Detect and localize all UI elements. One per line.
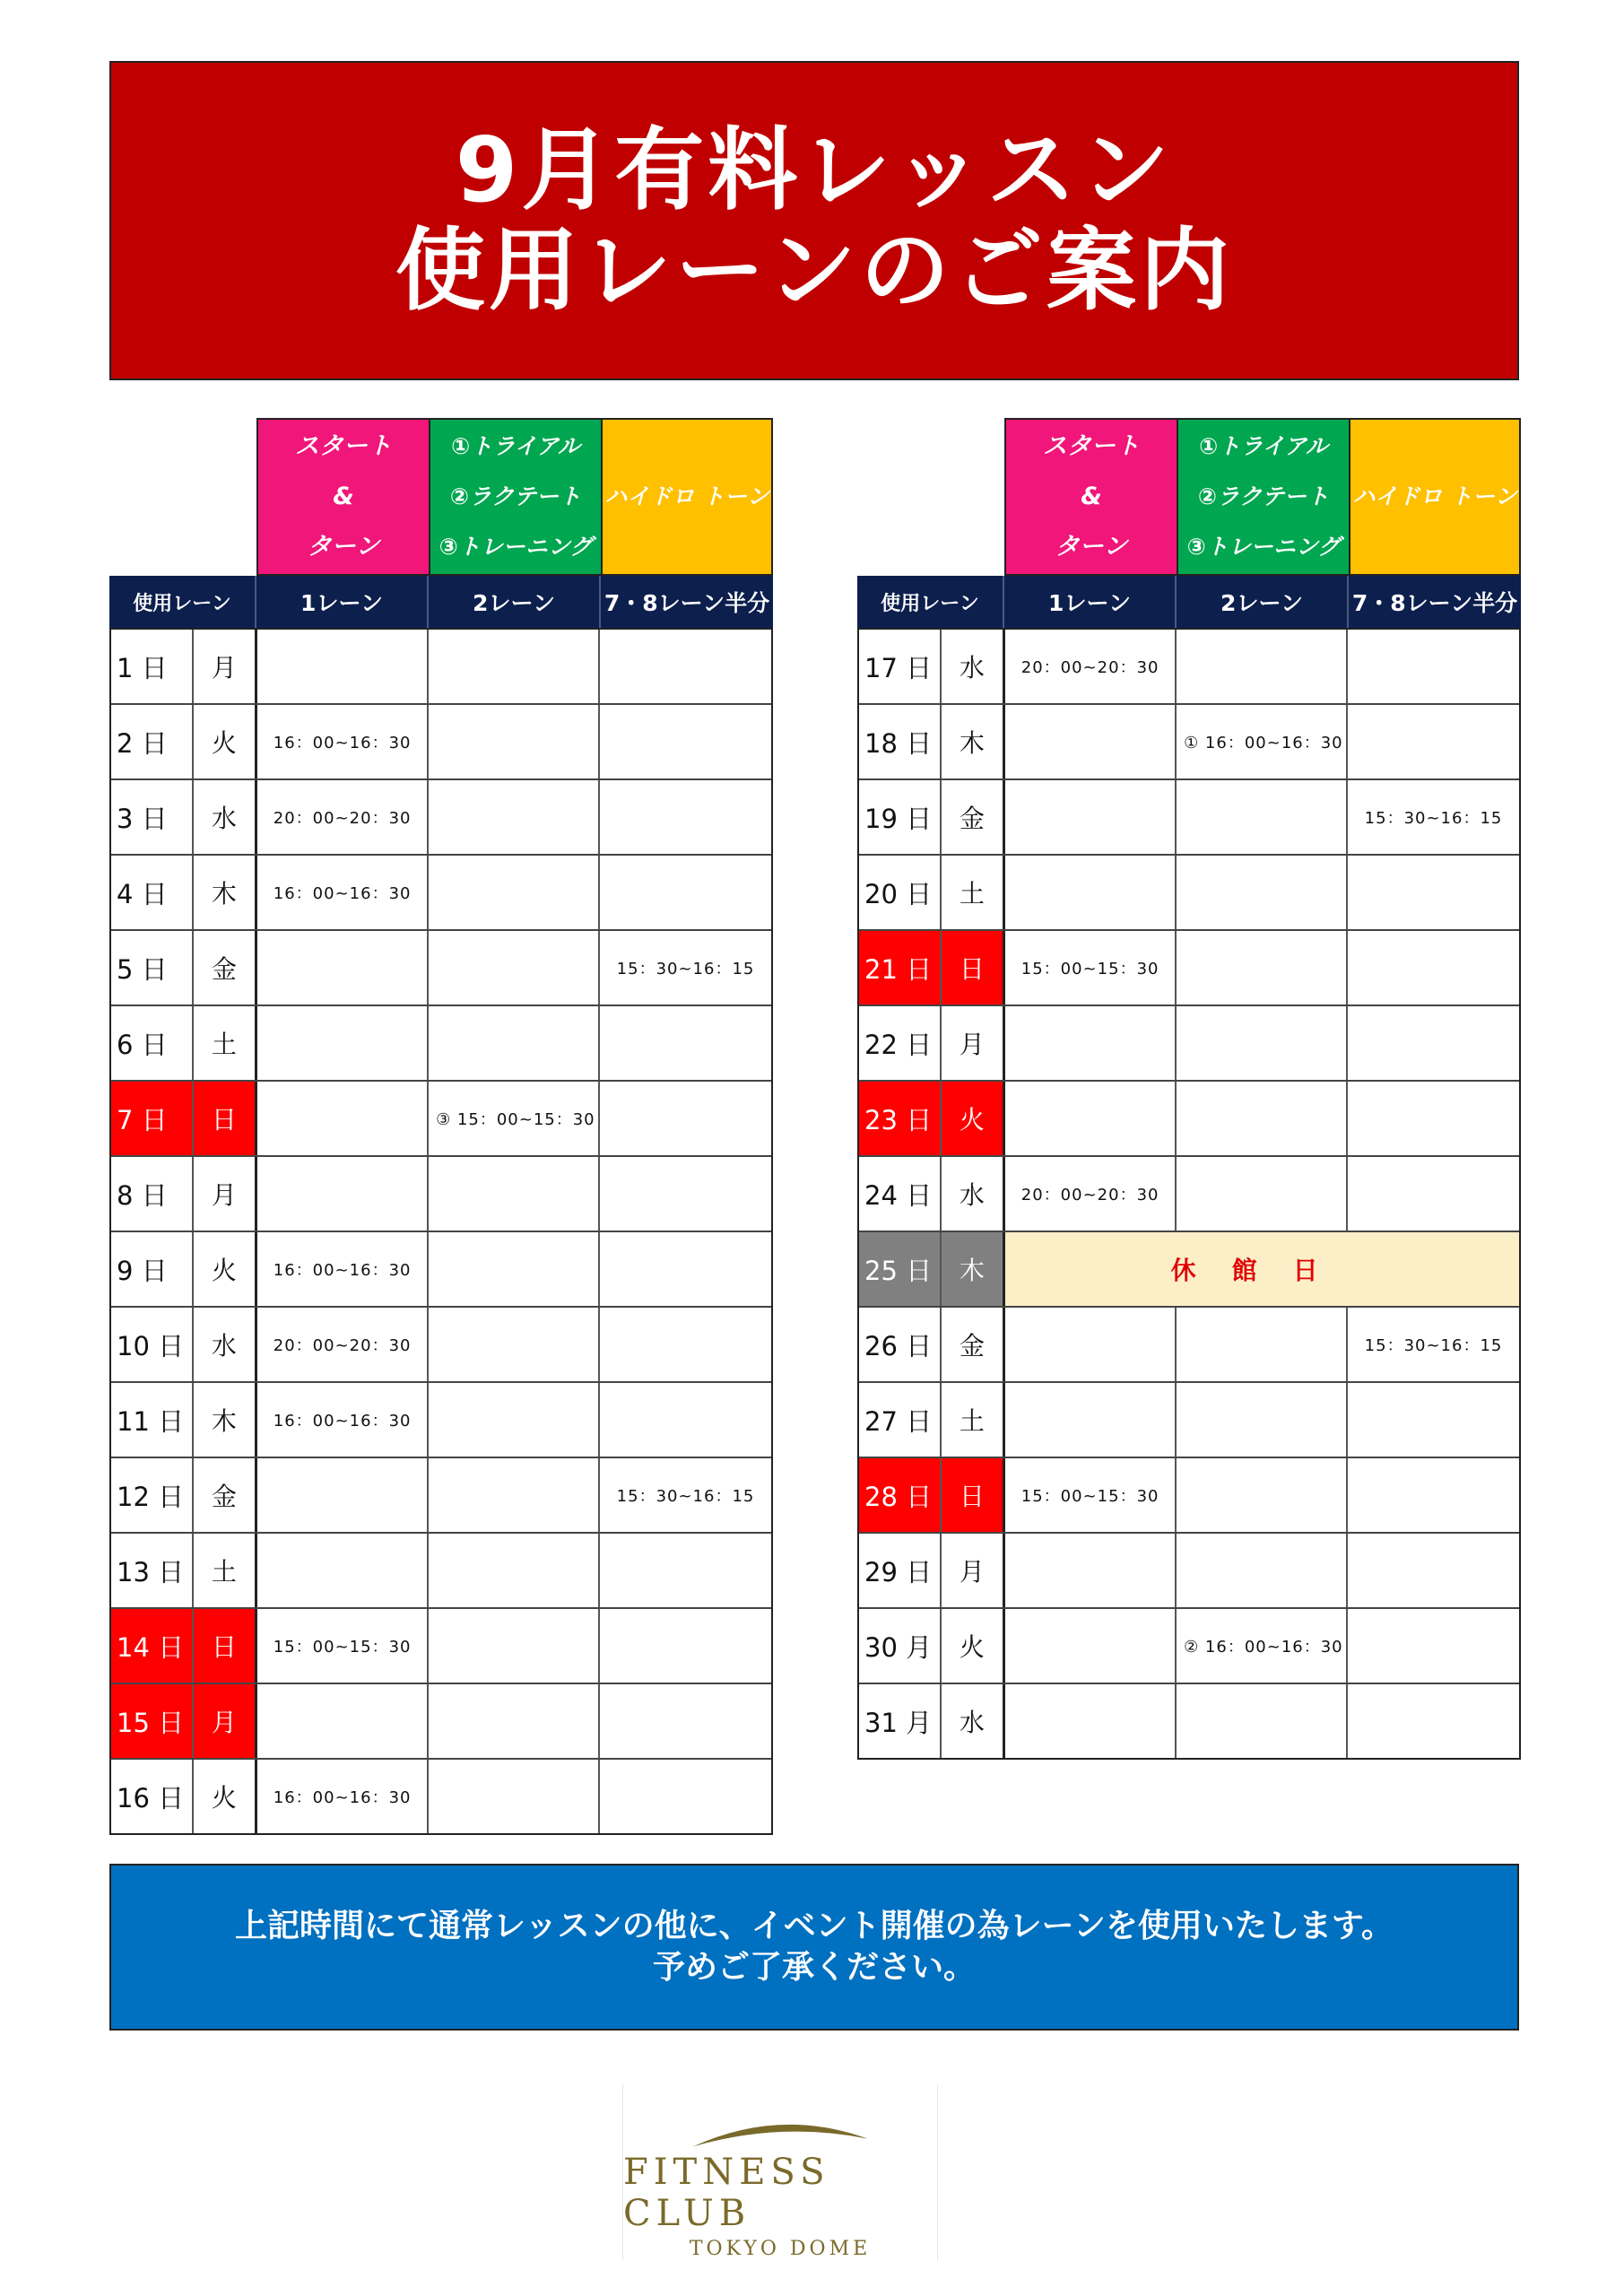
lane-7-8-cell (600, 1684, 771, 1758)
header-lane-2: 2レーン (1177, 576, 1349, 628)
lane-1-cell: 20：00~20：30 (257, 780, 429, 854)
lane-2-cell (1177, 1534, 1348, 1607)
day-cell: 17 日 (859, 630, 942, 703)
lane-7-8-cell (600, 1609, 771, 1683)
table-row (111, 1231, 771, 1306)
lane-2-cell (1177, 1006, 1348, 1080)
weekday-cell: 水 (194, 1308, 258, 1381)
lane-2-cell (1177, 1458, 1348, 1532)
day-cell: 15 日 (111, 1684, 194, 1758)
lane-2-cell (429, 1458, 600, 1532)
lane-1-cell (257, 931, 429, 1004)
day-cell: 28 日 (859, 1458, 942, 1532)
lane-1-cell: 16：00~16：30 (257, 705, 429, 778)
day-cell: 2 日 (111, 705, 194, 778)
lane-1-cell (1005, 1534, 1177, 1607)
lane-7-8-cell (1348, 630, 1519, 703)
table-row (859, 1004, 1519, 1080)
header-lane-7-8: 7・8レーン半分 (1351, 590, 1518, 616)
lane-2-cell: ② 16：00~16：30 (1177, 1609, 1348, 1683)
column-header-row (109, 576, 773, 628)
lane-1-cell (1005, 705, 1177, 778)
weekday-cell: 土 (942, 1383, 1006, 1457)
lane-1-cell: 20：00~20：30 (1005, 1157, 1177, 1231)
day-cell: 6 日 (111, 1006, 194, 1080)
day-cell: 23 日 (859, 1082, 942, 1155)
weekday-cell: 月 (942, 1006, 1006, 1080)
lane-2-cell (1177, 856, 1348, 929)
table-row (859, 628, 1519, 703)
weekday-cell: 火 (194, 1760, 258, 1833)
title-banner (109, 61, 1519, 380)
lane-1-cell (257, 1534, 429, 1607)
weekday-cell: 水 (942, 1684, 1006, 1758)
weekday-cell: 金 (942, 1308, 1006, 1381)
table-row (111, 1683, 771, 1758)
lane-2-cell (1177, 1157, 1348, 1231)
day-cell: 21 日 (859, 931, 942, 1004)
day-cell: 24 日 (859, 1157, 942, 1231)
weekday-cell: 金 (194, 1458, 258, 1532)
table-row (111, 1155, 771, 1231)
day-cell: 22 日 (859, 1006, 942, 1080)
lane-7-8-cell (600, 1760, 771, 1833)
weekday-cell: 木 (942, 1232, 1006, 1306)
weekday-cell: 金 (942, 780, 1006, 854)
lane-1-cell (1005, 1082, 1177, 1155)
weekday-cell: 土 (194, 1006, 258, 1080)
lane-2-cell (1177, 780, 1348, 854)
fitness-club-logo (622, 2084, 938, 2260)
lane-2-cell (1177, 1082, 1348, 1155)
lane-7-8-cell (600, 1534, 771, 1607)
lane-7-8-cell (1348, 1458, 1519, 1532)
weekday-cell: 土 (194, 1534, 258, 1607)
schedule-table-right (857, 418, 1521, 1760)
category-hydro-tone: ハイドロ トーン (601, 418, 773, 576)
lane-2-cell (429, 1157, 600, 1231)
lane-2-cell (429, 630, 600, 703)
lane-7-8-cell (600, 1082, 771, 1155)
lane-1-cell (1005, 1308, 1177, 1381)
lane-7-8-cell (1348, 931, 1519, 1004)
lane-1-cell (1005, 1383, 1177, 1457)
weekday-cell: 木 (194, 856, 258, 929)
lane-2-cell (429, 1684, 600, 1758)
day-cell: 25 日 (859, 1232, 942, 1306)
table-row (859, 854, 1519, 929)
lane-2-cell (429, 1232, 600, 1306)
lane-7-8-cell (600, 1232, 771, 1306)
closed-day-cell: 休館日 (1005, 1232, 1519, 1306)
weekday-cell: 水 (942, 630, 1006, 703)
day-cell: 13 日 (111, 1534, 194, 1607)
lane-2-cell (429, 1308, 600, 1381)
day-cell: 11 日 (111, 1383, 194, 1457)
lane-2-cell (429, 1006, 600, 1080)
day-cell: 8 日 (111, 1157, 194, 1231)
lane-7-8-cell (600, 856, 771, 929)
table-row (859, 778, 1519, 854)
weekday-cell: 火 (942, 1082, 1006, 1155)
table-row (111, 929, 771, 1004)
category-trial-lactate-training: ①トライアル ②ラクテート ③トレーニング (1177, 418, 1349, 576)
table-row (111, 1381, 771, 1457)
weekday-cell: 水 (194, 780, 258, 854)
lane-1-cell (1005, 1684, 1177, 1758)
header-lane-1: 1レーン (256, 576, 429, 628)
lane-2-cell (429, 705, 600, 778)
table-row (859, 703, 1519, 778)
table-row (111, 1080, 771, 1155)
table-row (111, 1758, 771, 1833)
table-row (111, 1607, 771, 1683)
lane-2-cell (429, 856, 600, 929)
weekday-cell: 火 (942, 1609, 1006, 1683)
table-row (859, 1607, 1519, 1683)
day-cell: 1 日 (111, 630, 194, 703)
table-row (111, 854, 771, 929)
lane-7-8-cell (1348, 1684, 1519, 1758)
table-row (859, 1306, 1519, 1381)
lane-2-cell (1177, 1308, 1348, 1381)
lane-1-cell: 16：00~16：30 (257, 1383, 429, 1457)
weekday-cell: 土 (942, 856, 1006, 929)
lane-1-cell: 20：00~20：30 (1005, 630, 1177, 703)
schedule-table-left (109, 418, 773, 1835)
day-cell: 4 日 (111, 856, 194, 929)
lane-7-8-cell (1348, 856, 1519, 929)
logo-arc-icon (673, 2115, 888, 2150)
lane-7-8-cell (1348, 1082, 1519, 1155)
table-row (859, 1381, 1519, 1457)
day-cell: 20 日 (859, 856, 942, 929)
lane-1-cell (1005, 1609, 1177, 1683)
header-lane-used: 使用レーン (109, 576, 256, 628)
table-row (111, 778, 771, 854)
weekday-cell: 日 (942, 1458, 1006, 1532)
lane-7-8-cell: 15：30~16：15 (1364, 1336, 1503, 1355)
column-header-row (857, 576, 1521, 628)
table-row (111, 1004, 771, 1080)
notice-line-1: 上記時間にて通常レッスンの他に、イベント開催の為レーンを使用いたします。 (234, 1908, 1394, 1944)
table-row (859, 1683, 1519, 1758)
category-hydro-tone: ハイドロ トーン (1349, 418, 1521, 576)
lane-1-cell: 15：00~15：30 (1005, 1458, 1177, 1532)
table-row (111, 1457, 771, 1532)
logo-sub: TOKYO DOME (689, 2238, 872, 2260)
lane-1-cell (1005, 1006, 1177, 1080)
title-line-2: 使用レーンのご案内 (395, 218, 1233, 323)
table-row (859, 1080, 1519, 1155)
weekday-cell: 月 (942, 1534, 1006, 1607)
lane-7-8-cell (600, 780, 771, 854)
day-cell: 27 日 (859, 1383, 942, 1457)
table-row (859, 929, 1519, 1004)
day-cell: 7 日 (111, 1082, 194, 1155)
table-row (859, 1457, 1519, 1532)
lane-7-8-cell: 15：30~16：15 (616, 960, 755, 978)
lane-7-8-cell (1348, 1006, 1519, 1080)
category-start-turn: スタート & ターン (256, 418, 429, 576)
category-trial-lactate-training: ①トライアル ②ラクテート ③トレーニング (429, 418, 601, 576)
lane-1-cell: 15：00~15：30 (257, 1609, 429, 1683)
title-line-1: 9月有料レッスン (455, 117, 1174, 222)
lane-1-cell (257, 630, 429, 703)
lane-2-cell (429, 780, 600, 854)
lane-1-cell (257, 1157, 429, 1231)
lane-1-cell: 16：00~16：30 (257, 856, 429, 929)
lane-1-cell (1005, 780, 1177, 854)
lane-7-8-cell (1348, 1383, 1519, 1457)
lane-7-8-cell: 15：30~16：15 (1364, 809, 1503, 828)
day-cell: 31 月 (859, 1684, 942, 1758)
lane-2-cell (429, 1760, 600, 1833)
lane-2-cell (429, 1534, 600, 1607)
lane-2-cell (1177, 630, 1348, 703)
lane-7-8-cell (600, 630, 771, 703)
lane-1-cell (257, 1458, 429, 1532)
table-row (859, 1231, 1519, 1306)
table-row (111, 628, 771, 703)
weekday-cell: 火 (194, 705, 258, 778)
lane-7-8-cell (1348, 1157, 1519, 1231)
lane-2-cell (429, 1383, 600, 1457)
notice-banner (109, 1864, 1519, 2031)
weekday-cell: 水 (942, 1157, 1006, 1231)
weekday-cell: 月 (194, 1684, 258, 1758)
lane-7-8-cell (600, 1308, 771, 1381)
weekday-cell: 金 (194, 931, 258, 1004)
weekday-cell: 月 (194, 1157, 258, 1231)
table-row (859, 1532, 1519, 1607)
lane-2-cell (1177, 931, 1348, 1004)
logo-name: FITNESS CLUB (623, 2152, 830, 2234)
weekday-cell: 日 (194, 1082, 258, 1155)
lane-2-cell: ③ 15：00~15：30 (429, 1082, 600, 1155)
lane-1-cell (257, 1006, 429, 1080)
lane-7-8-cell: 15：30~16：15 (616, 1487, 755, 1506)
day-cell: 18 日 (859, 705, 942, 778)
header-lane-1: 1レーン (1004, 576, 1177, 628)
day-cell: 19 日 (859, 780, 942, 854)
day-cell: 12 日 (111, 1458, 194, 1532)
header-lane-7-8: 7・8レーン半分 (604, 590, 770, 616)
lane-2-cell (429, 931, 600, 1004)
lane-7-8-cell (600, 1383, 771, 1457)
schedule-rows-right (857, 628, 1521, 1760)
day-cell: 9 日 (111, 1232, 194, 1306)
category-start-turn: スタート & ターン (1004, 418, 1177, 576)
lane-7-8-cell (600, 1157, 771, 1231)
lane-2-cell (1177, 1383, 1348, 1457)
lane-1-cell (1005, 856, 1177, 929)
category-row (857, 418, 1521, 576)
lane-7-8-cell (1348, 1534, 1519, 1607)
lane-1-cell: 16：00~16：30 (257, 1760, 429, 1833)
weekday-cell: 日 (194, 1609, 258, 1683)
lane-2-cell: ① 16：00~16：30 (1177, 705, 1348, 778)
lane-1-cell (257, 1082, 429, 1155)
day-cell: 10 日 (111, 1308, 194, 1381)
lane-7-8-cell (1348, 705, 1519, 778)
lane-7-8-cell (600, 1006, 771, 1080)
table-row (859, 1155, 1519, 1231)
table-row (111, 1306, 771, 1381)
table-row (111, 703, 771, 778)
weekday-cell: 木 (194, 1383, 258, 1457)
lane-1-cell: 15：00~15：30 (1005, 931, 1177, 1004)
day-cell: 3 日 (111, 780, 194, 854)
header-lane-2: 2レーン (429, 576, 601, 628)
lane-2-cell (429, 1609, 600, 1683)
table-row (111, 1532, 771, 1607)
day-cell: 26 日 (859, 1308, 942, 1381)
day-cell: 5 日 (111, 931, 194, 1004)
header-lane-used: 使用レーン (857, 576, 1004, 628)
weekday-cell: 日 (942, 931, 1006, 1004)
lane-1-cell: 16：00~16：30 (257, 1232, 429, 1306)
day-cell: 16 日 (111, 1760, 194, 1833)
weekday-cell: 火 (194, 1232, 258, 1306)
notice-line-2: 予めご了承ください。 (652, 1949, 976, 1986)
day-cell: 14 日 (111, 1609, 194, 1683)
day-cell: 30 月 (859, 1609, 942, 1683)
category-row (109, 418, 773, 576)
lane-7-8-cell (1348, 1609, 1519, 1683)
lane-1-cell (257, 1684, 429, 1758)
weekday-cell: 月 (194, 630, 258, 703)
lane-7-8-cell (600, 705, 771, 778)
lane-2-cell (1177, 1684, 1348, 1758)
lane-1-cell: 20：00~20：30 (257, 1308, 429, 1381)
schedule-rows-left (109, 628, 773, 1835)
weekday-cell: 木 (942, 705, 1006, 778)
day-cell: 29 日 (859, 1534, 942, 1607)
